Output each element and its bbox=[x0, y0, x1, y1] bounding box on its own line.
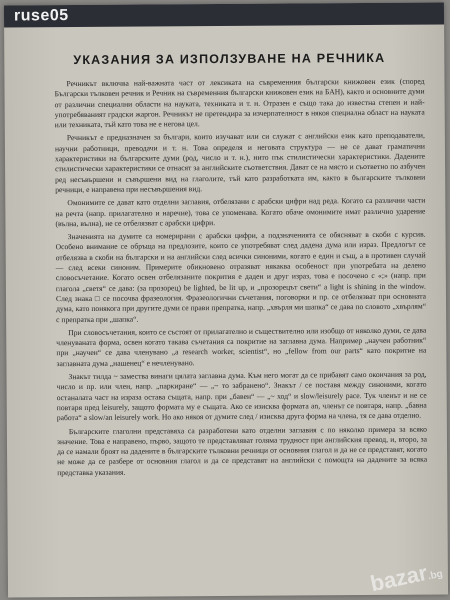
paragraph: При словосъчетания, които се състоят от прилагателно и съществително или изобщо от няколко думи, се дава членуваната форма, освен когато такава съчетания са покритие на заглавна дума. Например „научен работник“ при „научен“ се дава членувано „a research worker, scientist“, но „fellow from our parts“ като покритие на заглавната дума „нашенец“ е нечленувано. bbox=[56, 325, 427, 368]
paragraph: Омонимите се дават като отделни заглавия, отбелязани с арабски цифри над реда. Когато са различни части на речта (напр. прилагателно и наречие), това се упоменава. Когато обаче омонимите имат различно ударение (вълна, вълна), не се отбелязват с арабски цифри. bbox=[55, 195, 426, 229]
paragraph: Речникът включва най-важната част от лексиката на съвременния български книжовен език (според Български тълковен речник и Речник на съвременния български книжовен език на БАН), както и основните думи от различни специални области на науката, техниката и т. н. Отразен е също така до известна степен и най-употребяваният градски жаргон. Речникът не претендира за изчерпателност в някоя специална област на науката или техниката, тъй като това не е негова цел. bbox=[54, 76, 425, 130]
watermark-logo-top: ruse05 bbox=[13, 7, 69, 25]
page-title: УКАЗАНИЯ ЗА ИЗПОЛЗУВАНЕ НА РЕЧНИКА bbox=[73, 50, 386, 68]
paragraph: Речникът е предназначен за българи, които изучават или си служат с английски език като преподаватели, научни работници, преводачи и т. н. Това определя и неговата структура — не се дават граматични характеристики на българските думи (род, число и т. н.), нито пък стилистически характеристики. Дадените стилистически характеристики се отнасят за английските съответствия. Дават се на място и съответно по азбучен ред несъвършени и съвършени вид на глаголите, тъй като разработката им, както в българските тълковни речници, е направена при несъвършения вид. bbox=[54, 131, 426, 195]
paragraph: Българските глаголни представяха са разработени като отделни заглавия с по няколко примера за всяко значение. Това е направено, първо, защото те представляват голяма трудност при английския превод, и, второ, за да се намали броят на дадените в българските тълковни речници от основния глагол и да не се представят, когато не може да се разбере от основния глагол и да се представят на английски с помощта на дадените за всяка представка указания. bbox=[56, 424, 428, 477]
book-page bbox=[4, 2, 448, 597]
body-text bbox=[54, 77, 427, 482]
watermark-logo-text: bazar bbox=[367, 559, 430, 597]
paragraph: Значенията на думите са номерирани с арабски цифри, а подзначенията се обясняват в скоби с курсив. Особено внимание се обръща на предлозите, които се употребяват след дадена дума или израз. Предлогът се отбелязва в скоби на български и на английски след всички синоними, когато е един и същ, а в противен случай — след всеки синоним. Примерите обикновено отразяват някаква особеност при употребата на делено словосъчетание. Когато освен отбелязаните покрития е даден и друг израз, това е посочено с «;» (напр. при глагола „светя“ се дава: (за прозорец) be lighted, be lit up, и „прозорецът свети“ a light is shining in the window. След знака □ се посочва фразеология. Фразеологични съчетания, поговорки и пр. се отбелязват при основната дума, като понякога при другите думи се прави препратка, напр. „хвърля ми шапка“ се дава по словото „хвърлям“ с препратка при „шапка“. bbox=[55, 229, 427, 324]
watermark-logo-tld: .bg bbox=[426, 568, 444, 583]
paragraph: Знакът тилда ~ замества винаги цялата заглавна дума. Към него могат да се прибавят само окончания за род, число и пр. или член, напр. „паркиране“ — „~ то забранено“. Знакът / се поставя между синоними, когато останалата част на израза остава същата, напр. при „бавен“ — „~ ход“ и slow/leisurely pace. Тук членът и не се повтаря пред leisurely, защото формата му е същата. Ако се изисква формата an, членът се повтаря, напр. „бавна работа“ a slow/an leisurely work. Но ако някоя от думите след / изисква друга форма на члена, тя се дава отделно. bbox=[56, 369, 427, 423]
top-banner bbox=[4, 2, 444, 27]
